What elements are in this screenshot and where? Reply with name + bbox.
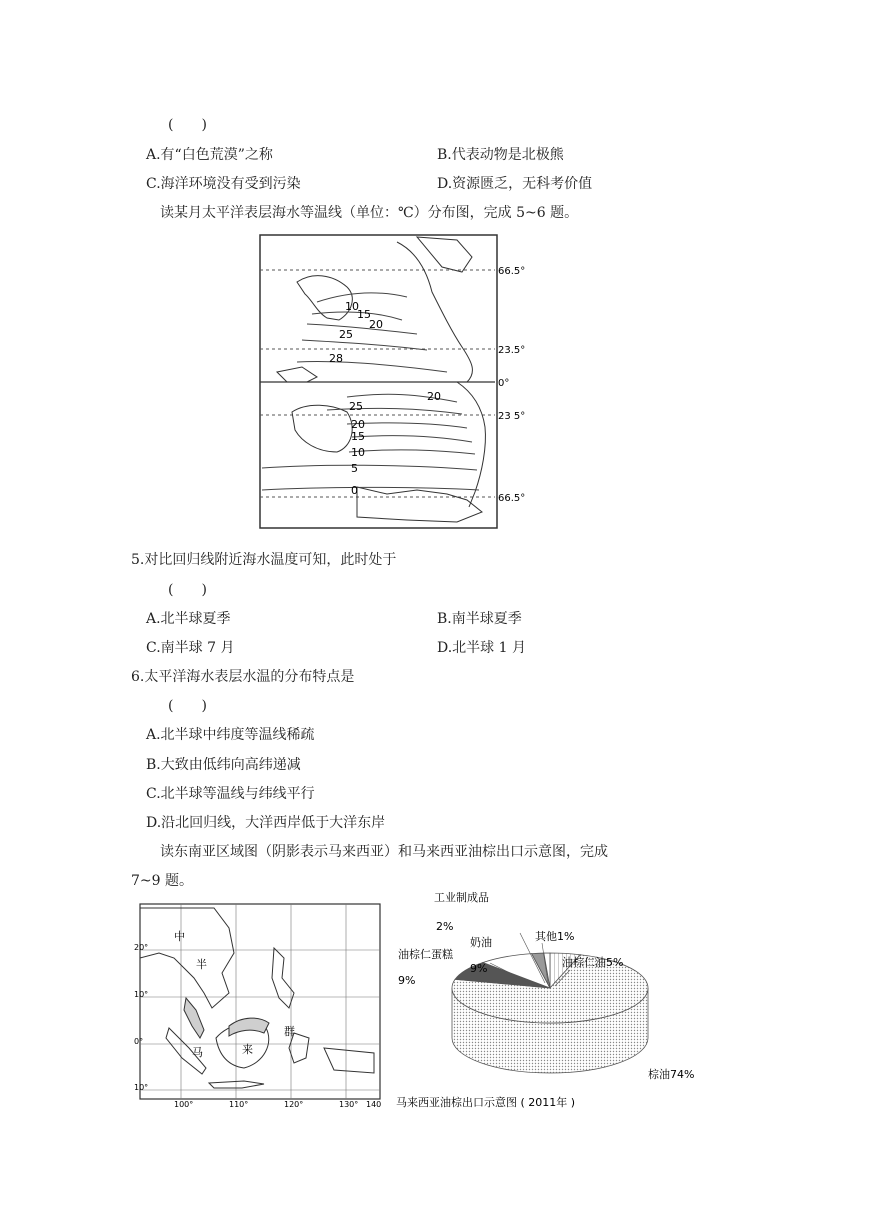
lat-label-66-south: 66.5° xyxy=(498,493,526,504)
place-label-qun: 群 xyxy=(284,1025,295,1038)
southeast-asia-map xyxy=(134,898,386,1108)
q5-option-c: C.南半球 7 月 xyxy=(146,640,235,656)
lat-label-0: 0° xyxy=(134,1037,144,1046)
isotherm-0-south xyxy=(262,487,479,490)
isotherm-label-20-n: 20 xyxy=(369,318,383,331)
place-label-zhong: 中 xyxy=(174,930,185,943)
isotherm-label-15-s: 15 xyxy=(351,430,365,443)
asia-coast xyxy=(297,276,352,320)
intro-pacific-map: 读某月太平洋表层海水等温线（单位：℃）分布图，完成 5~6 题。 xyxy=(160,205,579,221)
lon-label-140: 140 xyxy=(366,1100,382,1108)
q4-answer-paren: ( ) xyxy=(168,117,207,133)
indonesia-islands xyxy=(277,367,317,382)
antarctica-coast xyxy=(357,487,482,522)
chart-title: 马来西亚油棕出口示意图 ( 2011年 ) xyxy=(396,1096,576,1109)
isotherm-10-north xyxy=(317,293,407,302)
isotherm-20-north xyxy=(307,324,417,334)
isotherm-5-south xyxy=(262,465,477,470)
arctic-islands xyxy=(417,237,472,272)
label-butter-pct: 9% xyxy=(470,962,488,975)
q6-option-a: A.北半球中纬度等温线稀疏 xyxy=(146,727,315,743)
java-coast xyxy=(209,1081,264,1088)
intro-sea-region-cont: 7~9 题。 xyxy=(131,873,193,889)
q6-option-d: D.沿北回归线，大洋西岸低于大洋东岸 xyxy=(146,815,386,831)
q6-option-c: C.北半球等温线与纬线平行 xyxy=(146,786,315,802)
east-malaysia xyxy=(229,1018,269,1036)
lon-label-100: 100° xyxy=(174,1100,194,1108)
q6-answer-paren: ( ) xyxy=(168,698,207,714)
lat-label-10s: 10° xyxy=(134,1083,149,1092)
isotherm-label-20-s-east: 20 xyxy=(427,390,441,403)
lon-label-110: 110° xyxy=(229,1100,249,1108)
isotherm-label-28-n: 28 xyxy=(329,352,343,365)
q6-option-b: B.大致由低纬向高纬递减 xyxy=(146,757,301,773)
q5-option-d: D.北半球 1 月 xyxy=(437,640,526,656)
isotherm-label-25-s: 25 xyxy=(349,400,363,413)
australia-coast xyxy=(292,405,352,452)
lat-label-equator: 0° xyxy=(498,378,510,389)
isotherm-10-south xyxy=(349,450,475,454)
q4-option-d: D.资源匮乏，无科考价值 xyxy=(437,176,593,192)
label-butter: 奶油 xyxy=(470,936,492,949)
isotherm-label-15-n: 15 xyxy=(357,308,371,321)
label-industrial: 工业制成品 xyxy=(434,891,489,904)
north-america-coast xyxy=(397,242,472,382)
q5-answer-paren: ( ) xyxy=(168,582,207,598)
palm-oil-export-pie-chart xyxy=(390,888,710,1118)
place-label-lai: 来 xyxy=(242,1043,253,1056)
isotherm-label-20-s: 20 xyxy=(351,418,365,431)
label-other: 其他1% xyxy=(535,930,575,943)
lon-label-120: 120° xyxy=(284,1100,304,1108)
label-palm-oil: 棕油74% xyxy=(648,1068,695,1081)
q5-stem: 5.对比回归线附近海水温度可知，此时处于 xyxy=(131,552,397,568)
q4-option-c: C.海洋环境没有受到污染 xyxy=(146,176,301,192)
indochina-coast xyxy=(140,908,234,1008)
q5-option-a: A.北半球夏季 xyxy=(146,611,231,627)
isotherm-label-25-n: 25 xyxy=(339,328,353,341)
lat-label-66-north: 66.5° xyxy=(498,266,526,277)
isotherm-15-south xyxy=(352,436,472,442)
intro-sea-region: 读东南亚区域图（阴影表示马来西亚）和马来西亚油棕出口示意图，完成 xyxy=(160,844,608,860)
lat-label-23-north: 23.5° xyxy=(498,345,526,356)
isotherm-label-5-s: 5 xyxy=(351,462,358,475)
q6-stem: 6.太平洋海水表层水温的分布特点是 xyxy=(131,669,355,685)
isotherm-28-north xyxy=(297,361,447,372)
q4-option-b: B.代表动物是北极熊 xyxy=(437,147,564,163)
isotherm-20-south xyxy=(347,423,467,428)
lon-label-130: 130° xyxy=(339,1100,359,1108)
isotherm-label-10-n: 10 xyxy=(345,300,359,313)
lat-label-23-south: 23 5° xyxy=(498,411,526,422)
isotherm-label-0-s: 0 xyxy=(351,484,358,497)
place-label-ban: 半 xyxy=(196,958,207,971)
pacific-isotherm-map xyxy=(257,232,547,532)
label-kernel-cake: 油棕仁蛋糕 xyxy=(398,948,453,961)
isotherm-label-10-s: 10 xyxy=(351,446,365,459)
south-america-coast xyxy=(457,382,485,507)
peninsular-malaysia xyxy=(184,998,204,1038)
lat-label-10n: 10° xyxy=(134,990,149,999)
lat-label-20: 20° xyxy=(134,943,149,952)
place-label-ma: 马 xyxy=(192,1046,203,1059)
label-industrial-pct: 2% xyxy=(436,920,454,933)
q5-option-b: B.南半球夏季 xyxy=(437,611,522,627)
new-guinea-coast xyxy=(324,1048,374,1073)
label-kernel-cake-pct: 9% xyxy=(398,974,416,987)
label-kernel-oil: 油棕仁油5% xyxy=(562,956,624,969)
q4-option-a: A.有“白色荒漠”之称 xyxy=(146,147,273,163)
